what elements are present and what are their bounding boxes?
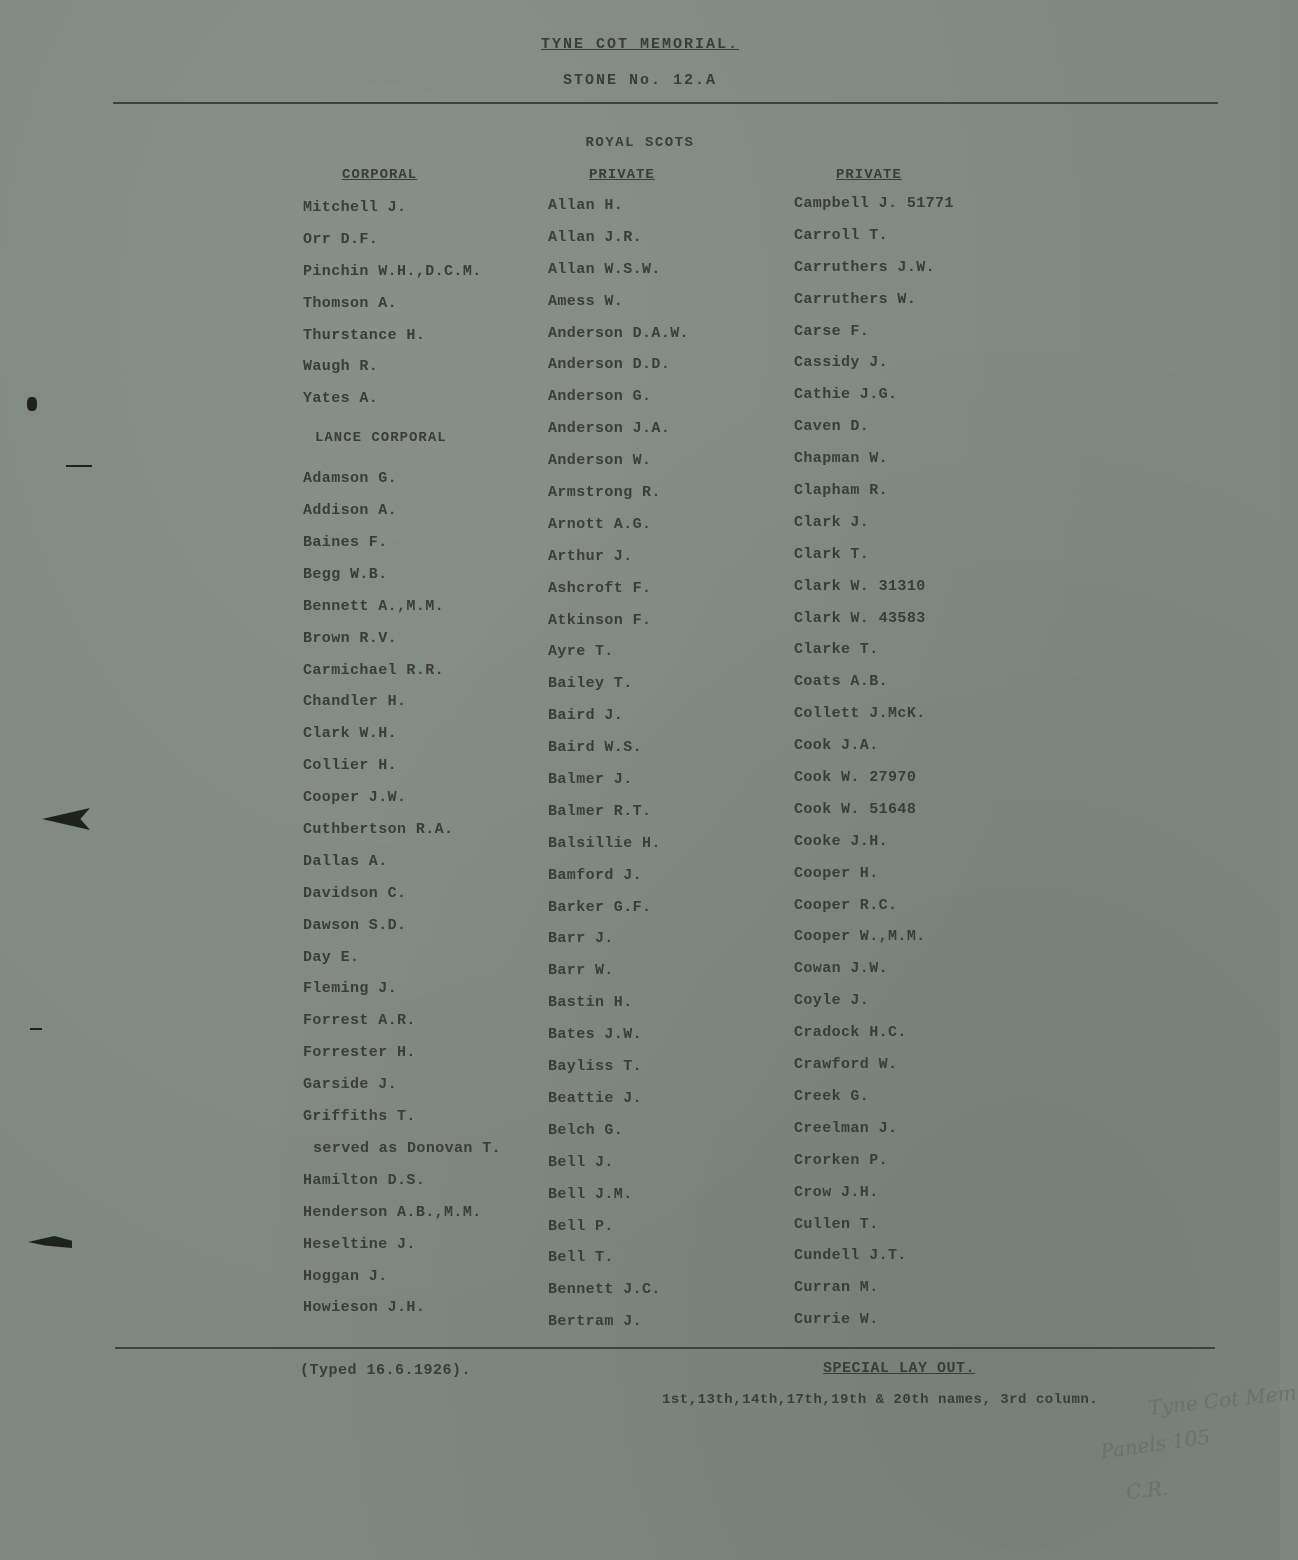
- name-entry: Anderson D.A.W.: [548, 324, 690, 342]
- name-entry: Cooper J.W.: [303, 789, 407, 807]
- name-entry: Bates J.W.: [548, 1026, 643, 1044]
- name-entry: Chapman W.: [794, 450, 889, 468]
- name-entry: Barker G.F.: [548, 898, 652, 916]
- name-entry: Baines F.: [303, 534, 388, 552]
- name-note: served as Donovan T.: [313, 1139, 502, 1157]
- name-entry: Carse F.: [794, 322, 870, 340]
- top-rule: [113, 102, 1218, 104]
- name-entry: Cooper W.,M.M.: [794, 928, 926, 946]
- name-entry: Clark W.H.: [303, 725, 398, 743]
- name-entry: Carroll T.: [794, 226, 889, 244]
- name-entry: Cook W. 27970: [794, 769, 917, 787]
- punch-mark: [30, 1028, 42, 1030]
- name-entry: Begg W.B.: [303, 565, 388, 583]
- col1-heading: CORPORAL: [342, 167, 418, 183]
- name-entry: Bamford J.: [548, 866, 643, 884]
- name-entry: Fleming J.: [303, 980, 398, 998]
- special-layout-note: 1st,13th,14th,17th,19th & 20th names, 3rd column.: [662, 1392, 1099, 1408]
- punch-mark: [42, 808, 90, 830]
- name-entry: Crorken P.: [794, 1151, 889, 1169]
- name-entry: Creelman J.: [794, 1119, 898, 1137]
- name-entry: Cook W. 51648: [794, 800, 917, 818]
- name-entry: Arthur J.: [548, 547, 633, 565]
- name-entry: Allan J.R.: [548, 228, 643, 246]
- name-entry: Bennett A.,M.M.: [303, 597, 445, 615]
- name-entry: Cooper H.: [794, 864, 879, 882]
- name-entry: Waugh R.: [303, 358, 379, 376]
- name-entry: Beattie J.: [548, 1089, 643, 1107]
- name-entry: Campbell J. 51771: [794, 195, 954, 212]
- col2-heading: PRIVATE: [589, 167, 655, 183]
- name-entry: Cradock H.C.: [794, 1024, 907, 1042]
- name-entry: Mitchell J.: [303, 199, 407, 216]
- name-entry: Clark W. 31310: [794, 577, 926, 595]
- name-entry: Bertram J.: [548, 1313, 643, 1331]
- name-entry: Armstrong R.: [548, 484, 661, 502]
- punch-mark: [27, 397, 37, 411]
- name-entry: Bell J.M.: [548, 1185, 633, 1203]
- name-entry: Balmer R.T.: [548, 802, 652, 820]
- name-entry: Coyle J.: [794, 992, 870, 1010]
- name-entry: Allan H.: [548, 197, 624, 214]
- regiment-title: ROYAL SCOTS: [585, 135, 695, 151]
- name-entry: Bastin H.: [548, 994, 633, 1012]
- name-entry: Cooper R.C.: [794, 896, 898, 914]
- name-entry: Atkinson F.: [548, 611, 652, 629]
- name-entry: Pinchin W.H.,D.C.M.: [303, 262, 482, 280]
- name-entry: Cooke J.H.: [794, 832, 889, 850]
- handwritten-note-1: Tyne Cot Mem: [1147, 1380, 1298, 1420]
- name-entry: Hoggan J.: [303, 1267, 388, 1285]
- name-entry: Cook J.A.: [794, 737, 879, 755]
- name-entry: Barr J.: [548, 930, 614, 948]
- name-entry: Bennett J.C.: [548, 1281, 661, 1299]
- name-entry: Carmichael R.R.: [303, 661, 445, 679]
- name-entry: Dallas A.: [303, 852, 388, 870]
- name-entry: Bell P.: [548, 1217, 614, 1235]
- punch-mark: [28, 1236, 72, 1248]
- name-entry: Anderson W.: [548, 452, 652, 470]
- column-3: [794, 188, 954, 1336]
- name-entry: Currie W.: [794, 1311, 879, 1329]
- name-entry: Belch G.: [548, 1121, 624, 1139]
- lance-corporal-heading: LANCE CORPORAL: [315, 430, 447, 447]
- typed-date: (Typed 16.6.1926).: [300, 1362, 472, 1379]
- name-entry: Bayliss T.: [548, 1058, 643, 1076]
- name-entry: Balmer J.: [548, 771, 633, 789]
- name-entry: Garside J.: [303, 1076, 398, 1094]
- name-entry: Allan W.S.W.: [548, 260, 661, 278]
- name-entry: Carruthers J.W.: [794, 258, 936, 276]
- name-entry: Forrester H.: [303, 1044, 416, 1062]
- name-entry: Adamson G.: [303, 470, 398, 488]
- name-entry: Carruthers W.: [794, 290, 917, 308]
- name-entry: Cundell J.T.: [794, 1247, 907, 1265]
- name-entry: Balsillie H.: [548, 834, 661, 852]
- name-entry: Bell T.: [548, 1249, 614, 1267]
- name-entry: Crow J.H.: [794, 1183, 879, 1201]
- name-entry: Coats A.B.: [794, 673, 889, 691]
- special-layout-title: SPECIAL LAY OUT.: [823, 1360, 976, 1377]
- memorial-title: TYNE COT MEMORIAL.: [540, 36, 740, 53]
- name-entry: Ayre T.: [548, 643, 614, 661]
- stone-number: STONE No. 12.A: [562, 72, 718, 89]
- punch-mark: [66, 465, 92, 467]
- name-entry: Howieson J.H.: [303, 1299, 426, 1317]
- name-entry: Clark J.: [794, 513, 870, 531]
- name-entry: Anderson G.: [548, 388, 652, 406]
- name-entry: Curran M.: [794, 1279, 879, 1297]
- name-entry: Chandler H.: [303, 693, 407, 711]
- column-1: [303, 192, 501, 1324]
- name-entry: Crawford W.: [794, 1056, 898, 1074]
- handwritten-note-2: Panels 105: [1098, 1424, 1212, 1464]
- name-entry: Thurstance H.: [303, 326, 426, 344]
- name-entry: Cathie J.G.: [794, 386, 898, 404]
- name-entry: Hamilton D.S.: [303, 1171, 426, 1189]
- name-entry: Collett J.McK.: [794, 705, 926, 723]
- bottom-rule: [115, 1347, 1215, 1349]
- name-entry: Caven D.: [794, 418, 870, 436]
- name-entry: Cowan J.W.: [794, 960, 889, 978]
- name-entry: Bailey T.: [548, 675, 633, 693]
- name-entry: Cuthbertson R.A.: [303, 821, 454, 839]
- name-entry: Davidson C.: [303, 884, 407, 902]
- name-entry: Brown R.V.: [303, 629, 398, 647]
- name-entry: Clapham R.: [794, 482, 889, 500]
- name-entry: Baird J.: [548, 707, 624, 725]
- name-entry: Day E.: [303, 948, 360, 966]
- name-entry: Dawson S.D.: [303, 916, 407, 934]
- name-entry: Ashcroft F.: [548, 579, 652, 597]
- name-entry: Heseltine J.: [303, 1235, 416, 1253]
- name-entry: Cullen T.: [794, 1215, 879, 1233]
- name-entry: Thomson A.: [303, 294, 398, 312]
- name-entry: Yates A.: [303, 390, 379, 408]
- name-entry: Clark W. 43583: [794, 609, 926, 627]
- col3-heading: PRIVATE: [836, 167, 902, 183]
- name-entry: Arnott A.G.: [548, 515, 652, 533]
- name-entry: Collier H.: [303, 757, 398, 775]
- column-2: [548, 190, 689, 1338]
- name-entry: Anderson J.A.: [548, 420, 671, 438]
- name-entry: Addison A.: [303, 502, 398, 520]
- name-entry: Forrest A.R.: [303, 1012, 416, 1030]
- name-entry: Cassidy J.: [794, 354, 889, 372]
- name-entry: Baird W.S.: [548, 739, 643, 757]
- name-entry: Bell J.: [548, 1153, 614, 1171]
- name-entry: Anderson D.D.: [548, 356, 671, 374]
- name-entry: Clark T.: [794, 545, 870, 563]
- name-entry: Henderson A.B.,M.M.: [303, 1203, 482, 1221]
- name-entry: Barr W.: [548, 962, 614, 980]
- name-entry: Creek G.: [794, 1087, 870, 1105]
- name-entry: Amess W.: [548, 292, 624, 310]
- name-entry: Griffiths T.: [303, 1108, 416, 1126]
- handwritten-note-3: C.R.: [1124, 1475, 1170, 1505]
- name-entry: Clarke T.: [794, 641, 879, 659]
- name-entry: Orr D.F.: [303, 230, 379, 248]
